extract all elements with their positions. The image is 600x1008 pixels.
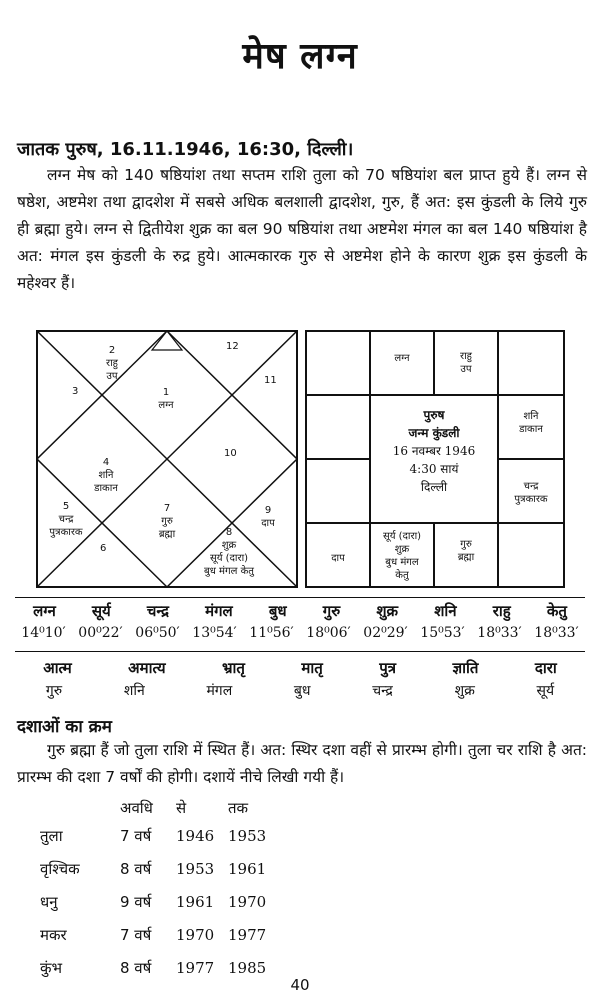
dasha-heading: दशाओं का क्रम	[17, 717, 112, 737]
karaka-header: मातृ	[301, 659, 323, 677]
pos-value: 02⁰29′	[363, 625, 408, 641]
dasha-from: 1977	[176, 958, 215, 977]
karaka-header: अमात्य	[128, 659, 166, 677]
pos-value: 00⁰22′	[78, 625, 123, 641]
south-indian-chart	[305, 330, 565, 588]
house-4	[81, 456, 131, 495]
house-3: 3	[72, 386, 79, 397]
karaka-header: आत्म	[43, 659, 72, 677]
house-7-planet: गुरु	[161, 516, 173, 527]
dasha-table	[40, 797, 280, 984]
dasha-row	[40, 918, 280, 951]
shukra-others: बुध मंगल	[385, 557, 419, 568]
pos-header: राहु	[492, 602, 511, 620]
page-title: मेष लग्न	[242, 36, 358, 77]
dasha-row	[40, 852, 280, 885]
house-5-planet: चन्द्र	[58, 514, 74, 525]
pos-value: 18⁰33′	[534, 625, 579, 641]
karakas-headers	[15, 658, 585, 678]
dasha-to: 1961	[228, 859, 267, 878]
center-date: 16 नवम्बर 1946	[392, 444, 476, 458]
paragraph-1-text: लग्न मेष को 140 षष्ठियांश तथा सप्तम राशि तुला को 70 षष्ठियांश बल प्राप्त हुये हैं। लग्न से षष्ठेश, अष्टमेश तथा द्वादशेश में सबसे अधिक बलशाली द्वादशेश, गुरु, हैं अत: इस कुंडली के लिये गुरु ही ब्रह्मा हुये। लग्न से द्वितीयेश शुक्र का बल 90 षष्ठियांश तथा अष्टमेश मंगल का बल 140 षष्ठियांश है अत: मंगल इस कुंडली के रुद्र हुये। आत्मकारक गुरु से अष्टमेश होने के कारण शुक्र इस कुंडली के महेश्वर हैं।	[17, 166, 587, 292]
house-4-label: डाकान	[94, 483, 118, 494]
cell-mesh	[369, 330, 435, 396]
house-8-planet: शुक्र	[221, 540, 237, 551]
guru-block	[435, 538, 497, 564]
dasha-header: अवधि	[120, 799, 153, 817]
positions-top-rule	[15, 597, 585, 598]
pos-header: केतु	[546, 602, 567, 620]
house-5	[38, 500, 94, 539]
house-7-label: ब्रह्मा	[158, 529, 176, 540]
positions-values	[15, 625, 585, 641]
house-8-others: बुध मंगल केतु	[204, 566, 254, 577]
cell-tula	[433, 522, 499, 588]
cell-mithun	[497, 330, 565, 396]
cell-makar	[305, 458, 371, 524]
pos-value: 18⁰33′	[477, 625, 522, 641]
karaka-value: सूर्य	[536, 683, 555, 699]
native-heading: जातक पुरुष, 16.11.1946, 16:30, दिल्ली।	[17, 139, 354, 160]
pos-header: चन्द्र	[146, 602, 170, 620]
north-indian-chart	[36, 330, 298, 588]
dasha-header: से	[176, 799, 187, 817]
cell-kark	[497, 394, 565, 460]
karakas-top-rule	[15, 651, 585, 652]
dasha-duration: 8 वर्ष	[120, 859, 152, 878]
paragraph-1	[17, 162, 587, 297]
house-7-num: 7	[163, 503, 171, 514]
karaka-value: बुध	[293, 683, 311, 699]
dasha-duration: 7 वर्ष	[120, 826, 152, 845]
pos-value: 11⁰56′	[249, 625, 294, 641]
karaka-value: गुरु	[45, 683, 63, 699]
dasha-from: 1970	[176, 925, 215, 944]
dasha-sign: धनु	[40, 892, 58, 911]
house-8-num: 8	[225, 527, 233, 538]
paragraph-2	[17, 737, 587, 791]
dasha-sign: कुंभ	[40, 958, 63, 977]
house-9-num: 9	[264, 505, 272, 516]
cell-kanya	[497, 522, 565, 588]
center-place: दिल्ली	[420, 480, 448, 494]
dasha-duration: 9 वर्ष	[120, 892, 152, 911]
pos-header: बुध	[268, 602, 287, 620]
dasha-duration: 8 वर्ष	[120, 958, 152, 977]
house-10: 10	[224, 448, 237, 459]
house-1	[146, 386, 186, 412]
pos-value: 14⁰10′	[21, 625, 66, 641]
rahu-label: राहु	[460, 351, 472, 362]
cell-kumbh	[305, 394, 371, 460]
house-1-num: 1	[162, 387, 170, 398]
cell-meen	[305, 330, 371, 396]
pos-value: 18⁰06′	[306, 625, 351, 641]
house-5-label: पुत्रकारक	[49, 527, 83, 538]
pos-header: गुरु	[322, 602, 341, 620]
shani-block	[499, 410, 563, 436]
dasha-header-row	[40, 797, 280, 819]
dasha-header: तक	[228, 799, 249, 817]
house-1-label: लग्न	[158, 400, 174, 411]
dap-label: दाप	[331, 553, 345, 564]
pos-header: मंगल	[205, 602, 233, 620]
karaka-value: मंगल	[206, 683, 233, 699]
dasha-duration: 7 वर्ष	[120, 925, 152, 944]
karaka-header: दारा	[534, 659, 557, 677]
dasha-sign: मकर	[40, 925, 67, 944]
house-8	[186, 526, 272, 578]
chandra-label: चन्द्र	[523, 481, 539, 492]
shukra-sun: सूर्य (दारा)	[382, 531, 422, 542]
shukra-label: शुक्र	[394, 544, 410, 555]
karaka-value: शनि	[123, 683, 145, 699]
cell-vrishchik	[369, 522, 435, 588]
house-12: 12	[226, 341, 239, 352]
cell-vrish	[433, 330, 499, 396]
karaka-header: ज्ञाति	[452, 659, 479, 677]
pos-header: शनि	[434, 602, 457, 620]
chandra-sub: पुत्रकारक	[514, 494, 548, 505]
house-2-planet: राहु	[106, 358, 118, 369]
dasha-row	[40, 885, 280, 918]
chart-center	[371, 406, 497, 496]
house-2-num: 2	[108, 345, 116, 356]
pos-header: शुक्र	[376, 602, 399, 620]
dasha-row	[40, 819, 280, 852]
paragraph-2-text: गुरु ब्रह्मा हैं जो तुला राशि में स्थित हैं। अत: स्थिर दशा वहीं से प्रारम्भ होगी। तुला चर राशि है अत: प्रारम्भ की दशा 7 वर्षों की होगी। दशायें नीचे लिखी गयी हैं।	[17, 741, 587, 786]
pos-header: लग्न	[33, 602, 56, 620]
shukra-ketu: केतु	[395, 570, 409, 581]
house-8-sun: सूर्य (दारा)	[209, 553, 249, 564]
cell-simha	[497, 458, 565, 524]
center-gender: पुरुष	[423, 408, 445, 422]
shukra-block	[371, 530, 433, 582]
house-2-label: उप	[106, 371, 118, 382]
house-4-planet: शनि	[98, 470, 114, 481]
house-2	[92, 344, 132, 383]
center-time: 4:30 सायं	[409, 462, 459, 476]
dasha-to: 1977	[228, 925, 267, 944]
dasha-to: 1985	[228, 958, 267, 977]
center-title: जन्म कुंडली	[408, 426, 460, 440]
guru-label: गुरु	[460, 539, 472, 550]
karakas-values	[15, 681, 585, 700]
dasha-sign: तुला	[40, 826, 63, 845]
dasha-from: 1961	[176, 892, 215, 911]
pos-value: 13⁰54′	[192, 625, 237, 641]
positions-headers	[15, 601, 585, 621]
house-4-num: 4	[102, 457, 110, 468]
pos-header: सूर्य	[91, 602, 111, 620]
guru-sub: ब्रह्मा	[457, 552, 475, 563]
pos-value: 06⁰50′	[135, 625, 180, 641]
dasha-from: 1953	[176, 859, 215, 878]
house-5-num: 5	[62, 501, 70, 512]
dasha-to: 1970	[228, 892, 267, 911]
karaka-header: पुत्र	[379, 659, 397, 677]
rahu-block	[435, 350, 497, 376]
dasha-to: 1953	[228, 826, 267, 845]
cell-dhanu	[305, 522, 371, 588]
karaka-value: चन्द्र	[372, 683, 393, 699]
house-7	[147, 502, 187, 541]
house-9-label: दाप	[261, 518, 275, 529]
chandra-block	[499, 480, 563, 506]
house-6: 6	[100, 543, 107, 554]
karaka-header: भ्रातृ	[221, 659, 245, 677]
house-11: 11	[264, 375, 277, 386]
shani-label: शनि	[523, 411, 539, 422]
karaka-value: शुक्र	[454, 683, 475, 699]
dasha-sign: वृश्चिक	[40, 859, 80, 878]
lagna-label: लग्न	[394, 353, 410, 364]
dasha-from: 1946	[176, 826, 215, 845]
page-number: 40	[290, 976, 310, 994]
pos-value: 15⁰53′	[420, 625, 465, 641]
rahu-sub: उप	[460, 364, 472, 375]
shani-sub: डाकान	[519, 424, 543, 435]
